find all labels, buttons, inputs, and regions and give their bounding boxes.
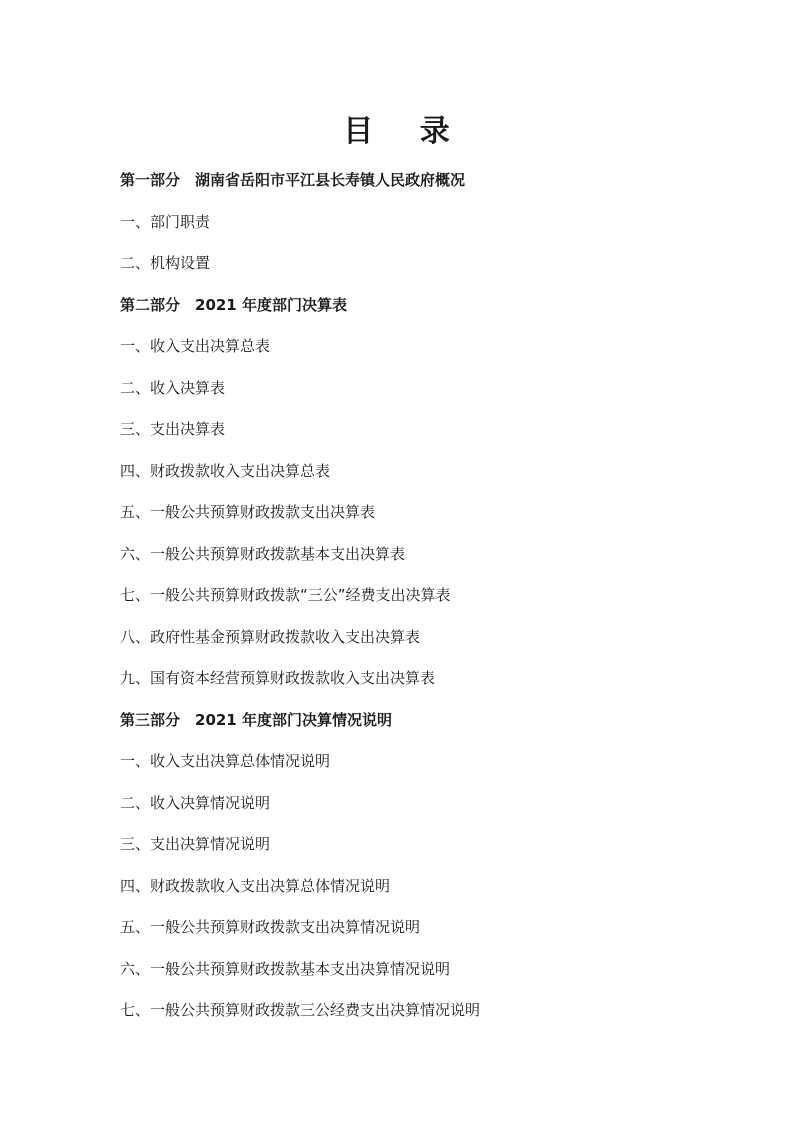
toc-item: 一、收入支出决算总表 (120, 337, 271, 355)
toc-item: 八、政府性基金预算财政拨款收入支出决算表 (120, 627, 421, 646)
toc-section-heading: 第一部分 湖南省岳阳市平江县长寿镇人民政府概况 (120, 171, 466, 189)
toc-section-heading: 第二部分 2021 年度部门决算表 (120, 295, 347, 314)
toc-item: 二、收入决算表 (120, 378, 226, 397)
toc-item: 二、机构设置 (120, 254, 211, 272)
toc-item: 一、收入支出决算总体情况说明 (120, 752, 331, 770)
toc-section-heading: 第三部分 2021 年度部门决算情况说明 (120, 710, 392, 729)
toc-item: 三、支出决算表 (120, 420, 226, 438)
toc-item: 四、财政拨款收入支出决算总表 (120, 461, 331, 480)
toc-item: 四、财政拨款收入支出决算总体情况说明 (120, 876, 391, 895)
toc-item: 五、一般公共预算财政拨款支出决算表 (120, 503, 376, 521)
toc-item: 二、收入决算情况说明 (120, 793, 271, 812)
toc-item: 七、一般公共预算财政拨款三公经费支出决算情况说明 (120, 1001, 481, 1019)
toc-item: 五、一般公共预算财政拨款支出决算情况说明 (120, 918, 421, 936)
toc-item: 一、部门职责 (120, 212, 211, 231)
table-of-contents (120, 166, 760, 1038)
toc-item: 六、一般公共预算财政拨款基本支出决算表 (120, 544, 406, 563)
toc-item: 三、支出决算情况说明 (120, 835, 271, 853)
toc-item: 六、一般公共预算财政拨款基本支出决算情况说明 (120, 959, 451, 978)
toc-item: 七、一般公共预算财政拨款“三公”经费支出决算表 (120, 586, 451, 604)
toc-item: 九、国有资本经营预算财政拨款收入支出决算表 (120, 669, 436, 687)
page-title: 目 录 (343, 114, 468, 149)
